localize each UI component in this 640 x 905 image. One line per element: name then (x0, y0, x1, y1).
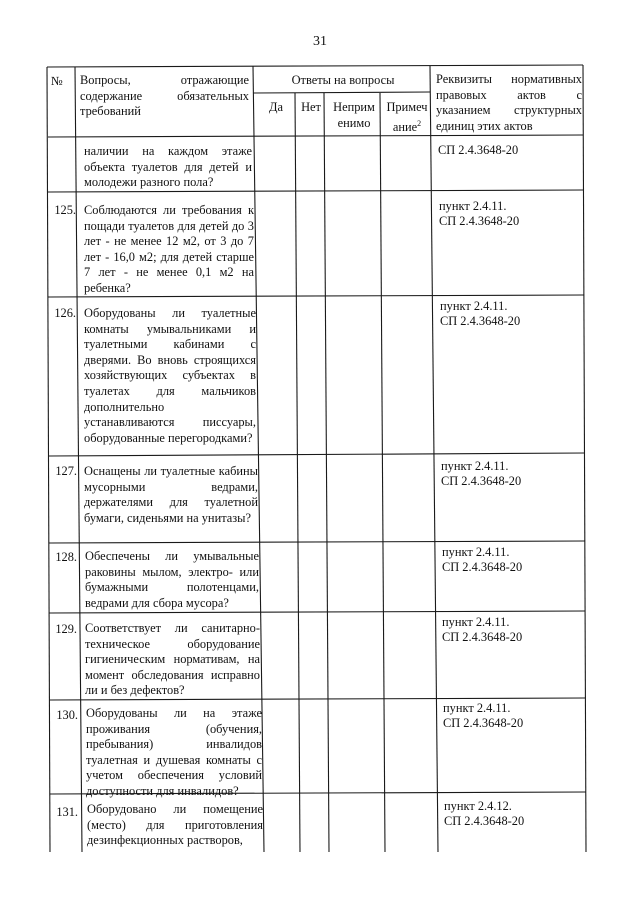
row-number: 125. (54, 203, 76, 217)
row-question: Соответствует ли санитарно-техническое оборудование гигиеническим нормативам, на момент обследования исправно ли и без дефектов? (85, 621, 260, 698)
row-ref-clause: пункт 2.4.11. (441, 459, 509, 473)
row-ref-clause: пункт 2.4.11. (440, 299, 508, 313)
row-question: Оборудовано ли помещение (место) для приготовления дезинфекционных растворов, (87, 802, 263, 848)
row-ref-clause: пункт 2.4.11. (443, 701, 511, 715)
row-ref-act: СП 2.4.3648-20 (440, 314, 521, 328)
row-number: 129. (55, 622, 77, 636)
header-col-no: Нет (301, 100, 321, 114)
row-number: 131. (56, 805, 78, 819)
row-ref-act: СП 2.4.3648-20 (442, 560, 523, 574)
row-ref-clause: пункт 2.4.11. (442, 615, 510, 629)
row-question: Обеспечены ли умывальные раковины мылом, электро- или бумажными полотенцами, ведрами для сбора мусора? (85, 549, 259, 610)
header-col-note-line2: ание (392, 119, 418, 134)
header-col-requisites: Реквизиты нормативных правовых актов с указанием структурных единиц этих актов (436, 72, 582, 133)
page-number: 31 (313, 34, 327, 49)
row-ref-act: СП 2.4.3648-20 (443, 716, 524, 730)
header-col-yes: Да (269, 100, 283, 114)
row-question: Соблюдаются ли требования к пощади туалетов для детей до 3 лет - не менее 12 м2, от 3 до 7 лет - 16,0 м2; для детей старше 7 лет - не менее 0,1 м2 на ребенка? (84, 203, 254, 295)
row-ref-act: СП 2.4.3648-20 (444, 814, 525, 828)
header-col-note (382, 100, 432, 135)
row-number: 127. (55, 464, 77, 478)
row-number: 126. (54, 306, 76, 320)
row-number: 128. (55, 550, 77, 564)
row-ref-clause: пункт 2.4.11. (442, 545, 510, 559)
row-number: 130. (56, 708, 78, 722)
header-col-number: № (51, 74, 63, 88)
header-col-na-line2: енимо (337, 115, 371, 130)
header-col-not-applicable (326, 100, 382, 131)
header-answers-group: Ответы на вопросы (291, 73, 395, 87)
row-question: наличии на каждом этаже объекта туалетов для детей и молодежи разного пола? (84, 144, 252, 190)
header-col-na-line1: Неприм (333, 100, 375, 114)
row-ref-act: СП 2.4.3648-20 (439, 214, 520, 228)
row-ref-clause: пункт 2.4.11. (439, 199, 507, 213)
row-question: Оснащены ли туалетные кабины мусорными ведрами, держателями для туалетной бумаги, сиденьями на унитазы? (84, 464, 258, 525)
header-col-note-footnote: 2 (417, 118, 422, 128)
row-ref-act: СП 2.4.3648-20 (442, 630, 523, 644)
header-col-questions: Вопросы, отражающие содержание обязательных требований (80, 73, 249, 119)
header-col-note-line1: Примеч (386, 100, 428, 114)
row-ref-act: СП 2.4.3648-20 (441, 474, 522, 488)
row-ref-clause: пункт 2.4.12. (444, 799, 512, 813)
row-ref-act: СП 2.4.3648-20 (438, 143, 519, 157)
row-question: Оборудованы ли туалетные комнаты умывальниками и туалетными кабинами с дверями. Во вновь строящихся хозяйствующих субъектах в туалетах для мальчиков дополнительно устанавливаются писсуары, оборудованные перегородками? (84, 306, 256, 445)
row-question: Оборудованы ли на этаже проживания (обучения, пребывания) инвалидов туалетная и душевая комнаты с учетом обеспечения условий доступности для инвалидов? (86, 706, 262, 798)
